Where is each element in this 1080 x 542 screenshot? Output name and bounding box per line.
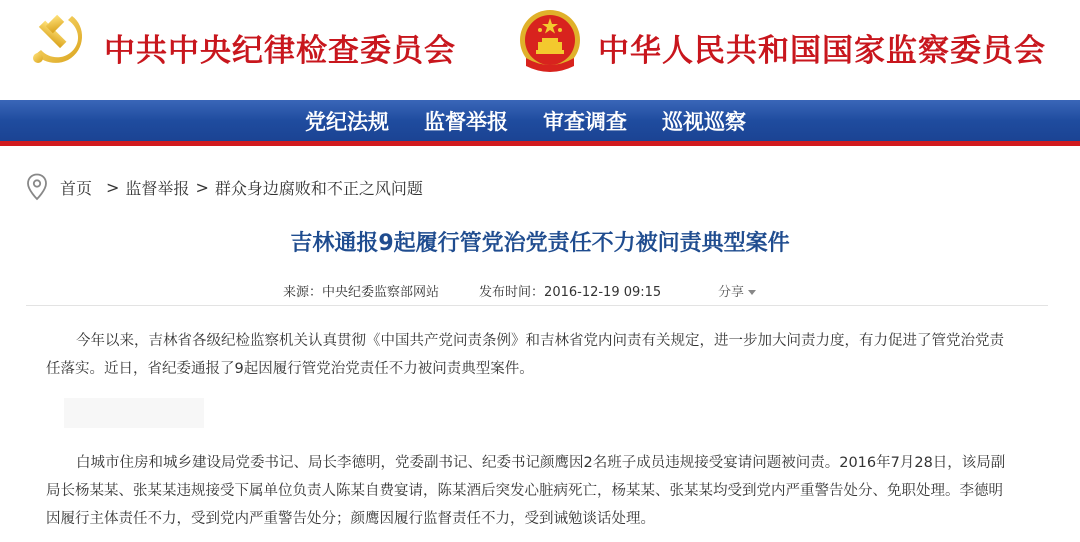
divider [26, 305, 1048, 306]
source-value: 中央纪委监察部网站 [322, 285, 440, 300]
time-label: 发布时间： [479, 285, 545, 300]
share-button[interactable] [718, 281, 756, 300]
breadcrumb [26, 172, 423, 202]
nav-item-inspection[interactable]: 巡视巡察 [662, 109, 746, 134]
main-nav [0, 100, 1080, 146]
paragraph-line: 今年以来，吉林省各级纪检监察机关认真贯彻《中国共产党问责条例》和吉林省党内问责有关规定，进一步加大问责力度，有力促进了管党治党责 [76, 333, 1004, 349]
breadcrumb-supervision[interactable]: 监督举报 [125, 178, 190, 198]
paragraph-line: 任落实。近日，省纪委通报了9起因履行管党治党责任不力被问责典型案件。 [46, 361, 534, 377]
breadcrumb-category[interactable]: 群众身边腐败和不正之风问题 [214, 178, 423, 198]
paragraph-line: 因履行主体责任不力，受到党内严重警告处分；颜鹰因履行监督责任不力，受到诫勉谈话处理。 [46, 511, 655, 527]
national-emblem-icon [518, 8, 582, 76]
org-name-nsc: 中华人民共和国国家监察委员会 [598, 33, 1046, 69]
nav-item-regulations[interactable]: 党纪法规 [305, 109, 389, 134]
breadcrumb-separator: > [106, 177, 120, 197]
hammer-sickle-icon [28, 8, 90, 70]
paragraph-line: 白城市住房和城乡建设局党委书记、局长李德明，党委副书记、纪委书记颜鹰因2名班子成员违规接受宴请问题被问责。2016年7月28日，该局副 [76, 455, 1006, 471]
publish-time: 2016-12-19 09:15 [544, 285, 662, 300]
breadcrumb-home[interactable]: 首页 [60, 178, 93, 198]
nav-item-investigation[interactable]: 审查调查 [543, 109, 627, 134]
article-title: 吉林通报9起履行管党治党责任不力被问责典型案件 [290, 231, 790, 256]
source-label: 来源： [283, 285, 323, 300]
article-meta [283, 281, 667, 300]
site-header [0, 0, 1080, 100]
location-pin-icon [26, 173, 48, 201]
breadcrumb-separator: > [195, 177, 209, 197]
article-paragraph [46, 449, 1036, 533]
nav-item-supervision[interactable]: 监督举报 [424, 109, 508, 134]
article-paragraph [46, 327, 1036, 383]
paragraph-line: 局长杨某某、张某某违规接受下属单位负责人陈某自费宴请，陈某酒后突发心脏病死亡，杨某某、张某某均受到党内严重警告处分、免职处理。李德明 [46, 483, 1003, 499]
org-name-ccdi: 中共中央纪律检查委员会 [104, 33, 456, 69]
image-placeholder [64, 398, 204, 428]
share-label: 分享 [718, 285, 745, 300]
chevron-down-icon [748, 290, 756, 295]
